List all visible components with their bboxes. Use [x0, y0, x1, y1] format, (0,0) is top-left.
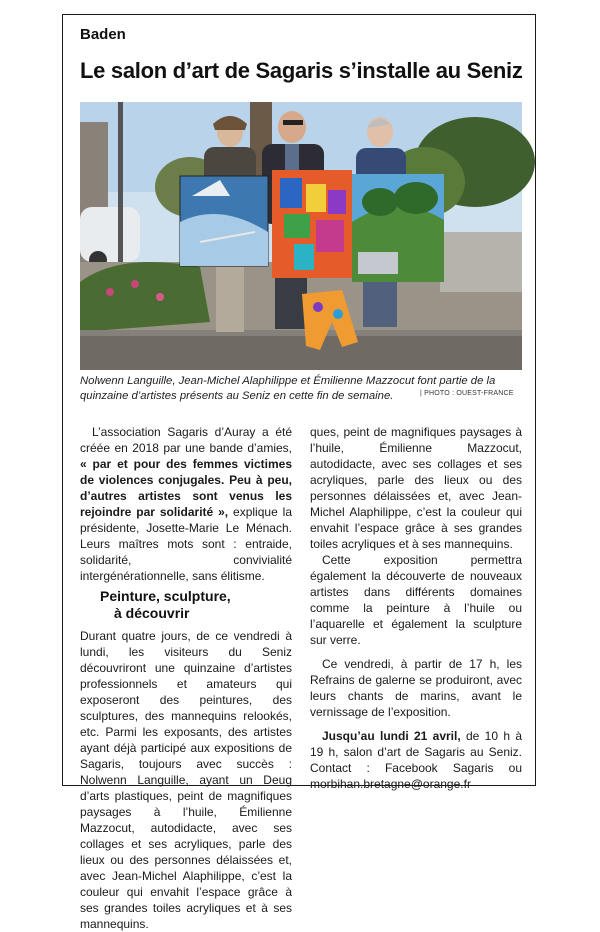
body-paragraph-4: Ce vendredi, à partir de 17 h, les Refrains de galerne se produiront, avec leurs chants de marins, avant le vernissage de l’exposition. — [310, 657, 522, 719]
article-column-left — [80, 424, 292, 931]
intro-text-a: L’association Sagaris d’Auray a été créée en 2018 par une bande d’amies, — [80, 425, 292, 455]
photo-caption — [80, 374, 522, 404]
section-subhead — [100, 588, 292, 622]
body-paragraph-3: Cette exposition permettra également la découverte de nouveaux artistes dans différents domaines comme la peinture à l’huile ou l’aquarelle et également la sculpture sur verre. — [310, 553, 522, 647]
practical-info — [310, 728, 522, 792]
body-paragraph-2-continued: ques, peint de magnifiques paysages à l’huile, Émilienne Mazzocut, autodidacte, avec ses collages et ses acryliques, parle des lieux ou des personnes délaissées et, avec Jean-Michel Alaphilippe, c’est la couleur qui envahit l’espace grâce à ses grandes toiles acryliques et à ses mannequins. — [310, 425, 522, 551]
intro-quote: « par et pour des femmes victimes de violences conjugales. Peu à peu, d’autres artistes sont venus les rejoindre par solidarité », — [80, 457, 292, 519]
rubric-location: Baden — [80, 26, 126, 43]
caption-text: Nolwenn Languille, Jean-Michel Alaphilippe et Émilienne Mazzocut font partie de la quinzaine d’artistes présents au Seniz en cette fin de semaine. — [80, 375, 496, 402]
photo-credit: | PHOTO : OUEST-FRANCE — [420, 390, 514, 397]
body-paragraph-2: Durant quatre jours, de ce vendredi à lundi, les visiteurs du Seniz découvriront une quinzaine d’artistes professionnels et amateurs qui exposeront des peintures, des sculptures, des mannequins relookés, etc. Parmi les exposants, des artistes ayant déjà participé aux expositions de Sagaris, toujours avec succès : Nolwenn Languille, ayant un Deug d’arts plastiques, peint de magnifiques paysages à l’huile, Émilienne Mazzocut, autodidacte, avec ses collages et ses acryliques, parle des lieux ou des personnes délaissées et, avec Jean-Michel Alaphilippe, c’est la couleur qui envahit l’espace grâce à ses grandes toiles acryliques et à ses mannequins. — [80, 629, 292, 931]
article-column-right — [310, 424, 522, 792]
intro-text-c: explique la présidente, Josette-Marie Le Ménach. Leurs maîtres mots sont : entraide, solidarité, convivialité intergénérationnelle, sans élitisme. — [80, 505, 292, 583]
info-details: de 10 h à 19 h, salon d’art de Sagaris au Seniz. Contact : Facebook Sagaris ou morbihan.bretagne@orange.fr — [310, 729, 523, 791]
headline: Le salon d’art de Sagaris s’installe au Seniz — [80, 58, 523, 83]
info-dates: Jusqu’au lundi 21 avril, — [322, 729, 461, 743]
article-photo — [80, 102, 522, 370]
intro-paragraph — [80, 424, 292, 584]
subhead-line-2: à découvrir — [114, 605, 190, 621]
subhead-line-1: Peinture, sculpture, — [100, 588, 231, 604]
